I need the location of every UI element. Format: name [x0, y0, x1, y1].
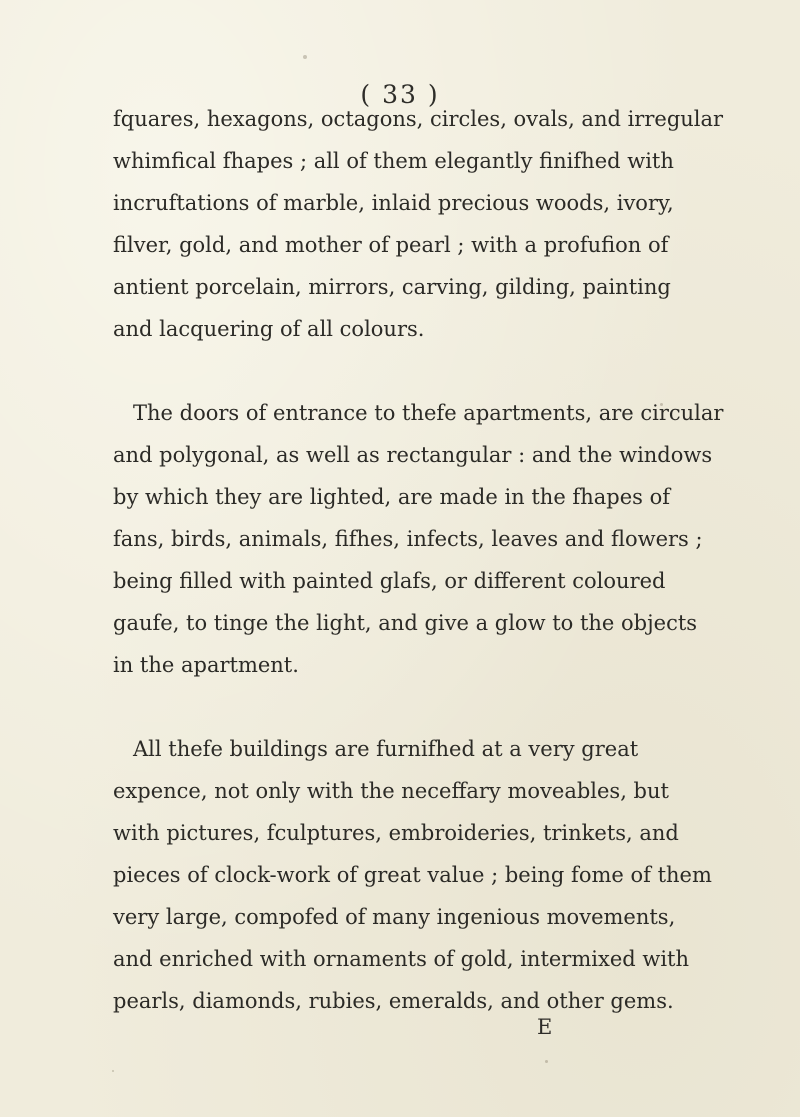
paper-speck — [303, 55, 307, 59]
paragraph-gap — [113, 350, 683, 392]
text-line: incruftations of marble, inlaid precious woods, ivory, — [113, 191, 674, 215]
text-line: filver, gold, and mother of pearl ; with a profufion of — [113, 233, 669, 257]
paper-speck — [545, 1060, 548, 1063]
text-line: very large, compofed of many ingenious movements, — [113, 905, 676, 929]
body-text — [113, 98, 724, 1022]
text-line: gaufe, to tinge the light, and give a glow to the objects — [113, 611, 698, 635]
paper-speck — [660, 403, 663, 406]
paragraph-gap — [113, 686, 683, 728]
text-line: whimfical fhapes ; all of them elegantly finifhed with — [113, 149, 674, 173]
text-line: All thefe buildings are furnifhed at a very great — [133, 737, 639, 761]
text-line: with pictures, fculptures, embroideries, trinkets, and — [113, 821, 679, 845]
text-line: by which they are lighted, are made in the fhapes of — [113, 485, 670, 509]
text-line: and enriched with ornaments of gold, intermixed with — [113, 947, 690, 971]
text-line: being filled with painted glafs, or different coloured — [113, 569, 666, 593]
text-line: in the apartment. — [113, 653, 299, 677]
text-line: The doors of entrance to thefe apartments, are circular — [133, 401, 724, 425]
text-line: expence, not only with the neceffary moveables, but — [113, 779, 669, 803]
text-line: and polygonal, as well as rectangular : and the windows — [113, 443, 713, 467]
text-line: pearls, diamonds, rubies, emeralds, and other gems. — [113, 989, 674, 1013]
paper-speck — [112, 1070, 114, 1072]
text-line: pieces of clock-work of great value ; being fome of them — [113, 863, 712, 887]
text-line: fans, birds, animals, fifhes, infects, leaves and flowers ; — [113, 527, 703, 551]
catchword: E — [537, 1015, 553, 1039]
page-number-header: ( 33 ) — [360, 80, 440, 109]
text-line: fquares, hexagons, octagons, circles, ovals, and irregular — [113, 107, 724, 131]
text-line: and lacquering of all colours. — [113, 317, 425, 341]
text-line: antient porcelain, mirrors, carving, gilding, painting — [113, 275, 671, 299]
